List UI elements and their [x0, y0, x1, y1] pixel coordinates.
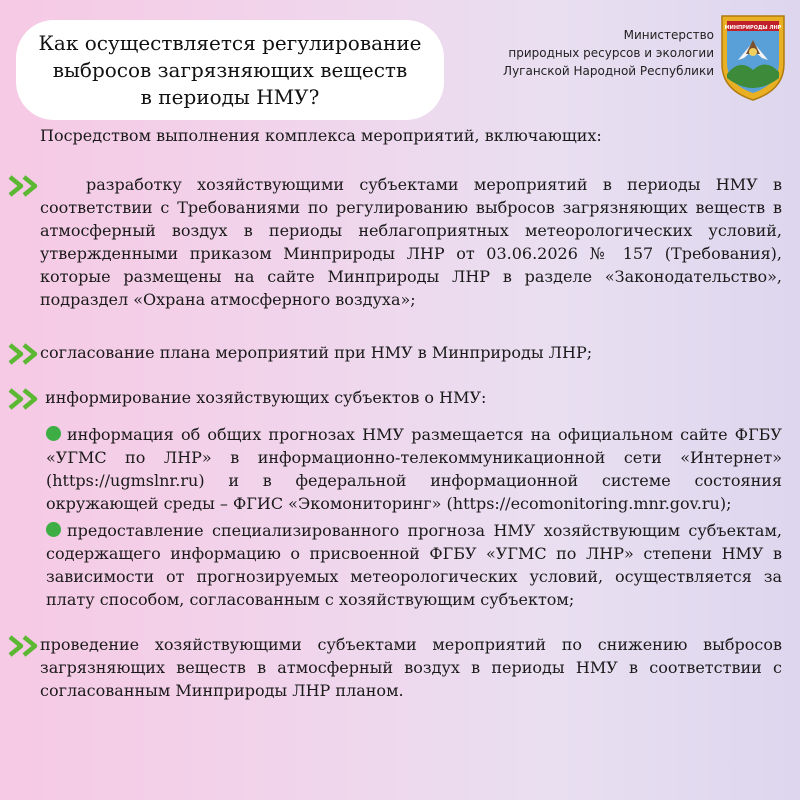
main-content [40, 124, 782, 702]
list-item [40, 386, 782, 409]
emblem-icon [718, 12, 788, 102]
bullet-dot-icon [46, 426, 61, 441]
bullet-dot-icon [46, 522, 61, 537]
list-item-text: согласование плана мероприятий при НМУ в Минприроды ЛНР; [40, 343, 593, 362]
list-item-text: проведение хозяйствующими субъектами мероприятий по снижению выбросов загрязняющих веществ в атмосферный воздух в периоды НМУ в соответствии с согласованным Минприроды ЛНР планом. [40, 635, 782, 700]
sub-list-item [40, 519, 782, 611]
ministry-line: Луганской Народной Республики [503, 64, 714, 78]
intro-text: Посредством выполнения комплекса мероприятий, включающих: [40, 126, 602, 145]
chevron-double-icon [8, 342, 46, 366]
chevron-double-icon [8, 174, 46, 198]
emblem-text: МИНПРИРОДЫ ЛНР [724, 25, 782, 31]
page-title [38, 30, 421, 111]
chevron-double-icon [8, 634, 46, 658]
sub-list-item-text: информация об общих прогнозах НМУ размещается на официальном сайте ФГБУ «УГМС по ЛНР» в информационно-телекоммуникационной сети «Интернет» (https://ugmslnr.ru) и в федеральной информационной системе состояния окружающей среды – ФГИС «Экомониторинг» (https://ecomonitoring.mnr.gov.ru); [46, 425, 782, 513]
list-item [40, 341, 782, 364]
title-line: Как осуществляется регулирование [38, 30, 422, 55]
ministry-line: Министерство [623, 28, 714, 42]
list-item [40, 173, 782, 311]
list-item-text: информирование хозяйствующих субъектов о НМУ: [45, 388, 487, 407]
sub-list-item-text: предоставление специализированного прогноза НМУ хозяйствующим субъектам, содержащего информацию о присвоенной ФГБУ «УГМС по ЛНР» степени НМУ в зависимости от прогнозируемых метеорологических условий, осуществляется за плату способом, согласованным с хозяйствующим субъектом; [46, 521, 782, 609]
sub-list-item [40, 423, 782, 515]
ministry-name [454, 26, 714, 80]
list-item-text: разработку хозяйствующими субъектами мероприятий в периоды НМУ в соответствии с Требованиями по регулированию выбросов загрязняющих веществ в атмосферный воздух в периоды неблагоприятных метеорологических условий, утвержденными приказом Минприроды ЛНР от 03.06.2026 № 157 (Требования), которые размещены на сайте Минприроды ЛНР в разделе «Законодательство», подраздел «Охрана атмосферного воздуха»; [40, 175, 782, 309]
title-line: выбросов загрязняющих веществ [52, 57, 408, 82]
title-line: в периоды НМУ? [140, 84, 320, 109]
ministry-line: природных ресурсов и экологии [508, 46, 714, 60]
chevron-double-icon [8, 387, 46, 411]
title-box [16, 20, 444, 120]
list-item [40, 633, 782, 702]
